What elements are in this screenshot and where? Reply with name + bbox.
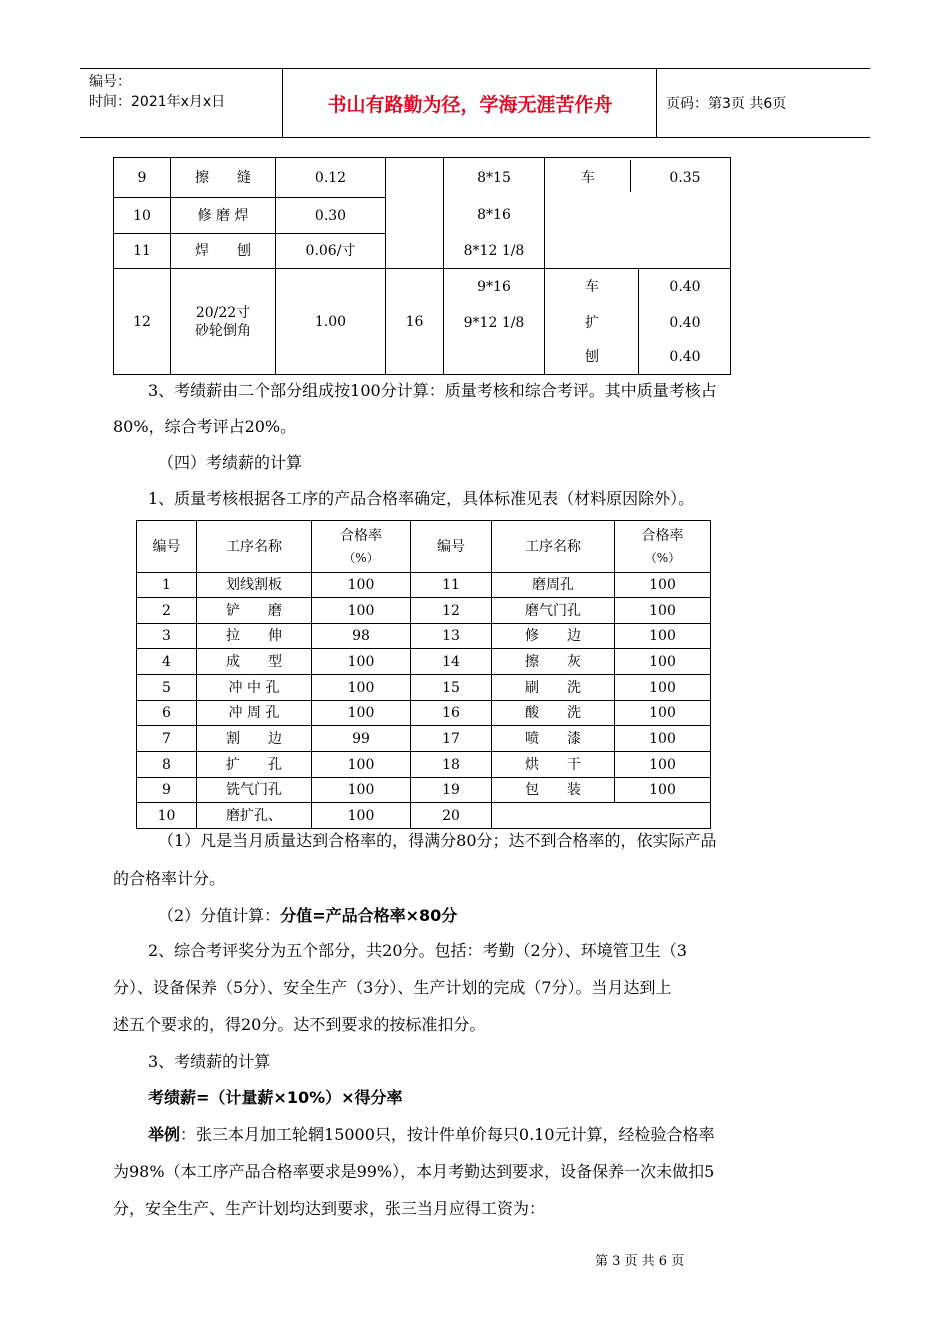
process-name: 磨扩孔、 bbox=[226, 807, 282, 824]
process-name: 扩 孔 bbox=[226, 756, 282, 773]
table-rule bbox=[638, 268, 639, 375]
paragraph: 3、考绩薪由二个部分组成按100分计算：质量考核和综合考评。其中质量考核占 bbox=[148, 381, 717, 400]
row-number: 12 bbox=[133, 313, 151, 330]
row-number: 1 bbox=[162, 577, 171, 593]
pass-rate: 100 bbox=[649, 705, 676, 721]
op-price: 0.35 bbox=[669, 170, 701, 186]
pass-rate: 100 bbox=[649, 653, 676, 670]
spec: 8*15 bbox=[477, 170, 511, 186]
example-text: ：张三本月加工轮辋15000只，按计件单价每只0.10元计算，经检验合格率 bbox=[180, 1125, 715, 1144]
process-name: 成 型 bbox=[226, 653, 282, 670]
pass-rate: 100 bbox=[347, 577, 375, 593]
process-name-line: 砂轮倒角 bbox=[195, 322, 251, 339]
process-name: 磨气门孔 bbox=[525, 602, 581, 619]
pass-rate: 100 bbox=[649, 628, 676, 644]
row-number: 13 bbox=[442, 628, 460, 644]
column-header bbox=[312, 521, 410, 572]
operation: 刨 bbox=[585, 349, 599, 365]
group-number: 16 bbox=[405, 313, 424, 330]
column-header-line: 合格率 bbox=[641, 527, 684, 544]
table-rule bbox=[630, 160, 631, 192]
unit-price: 0.06/寸 bbox=[305, 243, 356, 259]
table-rule bbox=[730, 157, 731, 375]
paragraph bbox=[148, 1124, 715, 1146]
pass-rate: 98 bbox=[352, 628, 370, 644]
row-number: 4 bbox=[162, 653, 171, 670]
process-name: 修 磨 焊 bbox=[197, 207, 249, 224]
bonus-formula: 考绩薪=（计量薪×10%）×得分率 bbox=[148, 1088, 403, 1107]
process-name: 冲 中 孔 bbox=[228, 679, 280, 696]
row-number: 11 bbox=[442, 577, 460, 593]
pass-rate: 100 bbox=[347, 807, 375, 824]
paragraph: 的合格率计分。 bbox=[113, 869, 226, 888]
paragraph: 分）、设备保养（5分）、安全生产（3分）、生产计划的完成（7分）。当月达到上 bbox=[113, 978, 672, 997]
row-number: 10 bbox=[133, 207, 151, 224]
paragraph: （1）凡是当月质量达到合格率的，得满分80分；达不到合格率的，依实际产品 bbox=[158, 831, 717, 850]
operation: 车 bbox=[585, 279, 599, 295]
process-name: 刷 洗 bbox=[525, 679, 581, 696]
row-number: 3 bbox=[162, 628, 171, 644]
process-name: 拉 伸 bbox=[226, 628, 282, 644]
paragraph: 为98%（本工序产品合格率要求是99%），本月考勤达到要求，设备保养一次未做扣5 bbox=[113, 1162, 715, 1181]
pass-rate: 100 bbox=[649, 602, 676, 619]
spec: 8*12 1/8 bbox=[463, 242, 525, 259]
pass-rate: 100 bbox=[649, 577, 676, 593]
row-number: 17 bbox=[442, 730, 460, 747]
paragraph: 2、综合考评奖分为五个部分，共20分。包括：考勤（2分）、环境管卫生（3 bbox=[148, 941, 687, 960]
process-name bbox=[171, 269, 275, 374]
row-number: 9 bbox=[137, 169, 147, 186]
column-header: 编号 bbox=[152, 538, 181, 555]
row-number: 15 bbox=[442, 679, 460, 696]
row-number: 2 bbox=[162, 602, 171, 619]
section-heading: （四）考绩薪的计算 bbox=[158, 453, 303, 472]
row-number: 20 bbox=[442, 807, 460, 824]
process-name: 包 装 bbox=[525, 782, 581, 798]
pass-rate: 100 bbox=[347, 782, 375, 798]
pass-rate: 100 bbox=[347, 756, 375, 773]
example-label: 举例 bbox=[148, 1125, 181, 1144]
operation: 扩 bbox=[585, 314, 599, 331]
spec: 9*12 1/8 bbox=[463, 314, 525, 331]
row-number: 11 bbox=[133, 243, 151, 259]
process-name: 修 边 bbox=[525, 628, 581, 644]
table-rule bbox=[710, 520, 711, 829]
doc-date-label: 时间：2021年x月x日 bbox=[89, 94, 226, 110]
column-header: 工序名称 bbox=[226, 538, 282, 555]
header-meta bbox=[89, 72, 225, 112]
process-name: 焊 刨 bbox=[195, 243, 251, 259]
process-name: 酸 洗 bbox=[525, 705, 581, 721]
spec: 8*16 bbox=[477, 207, 511, 223]
process-name: 割 边 bbox=[226, 730, 282, 747]
process-name: 擦 灰 bbox=[525, 653, 581, 670]
process-name: 冲 周 孔 bbox=[228, 705, 280, 721]
column-header-line: （%） bbox=[343, 550, 379, 565]
process-name: 擦 缝 bbox=[195, 169, 251, 186]
pass-rate: 100 bbox=[347, 653, 375, 670]
pass-rate: 100 bbox=[347, 679, 375, 696]
row-number: 19 bbox=[442, 782, 460, 798]
unit-price: 1.00 bbox=[314, 313, 347, 330]
process-name: 烘 干 bbox=[525, 756, 581, 773]
paragraph: 分，安全生产、生产计划均达到要求，张三当月应得工资为： bbox=[113, 1199, 546, 1218]
header-page-number: 页码：第3页 共6页 bbox=[666, 96, 787, 112]
op-price: 0.40 bbox=[669, 314, 701, 331]
row-number: 7 bbox=[162, 730, 171, 747]
column-header: 工序名称 bbox=[525, 538, 581, 555]
column-header-line: 合格率 bbox=[340, 527, 382, 544]
table-rule bbox=[544, 157, 545, 375]
unit-price: 0.12 bbox=[314, 169, 347, 186]
pass-rate: 100 bbox=[649, 679, 676, 696]
paragraph: 3、考绩薪的计算 bbox=[148, 1052, 271, 1071]
header-motto: 书山有路勤为径，学海无涯苦作舟 bbox=[327, 93, 613, 116]
pass-rate: 100 bbox=[649, 730, 676, 747]
row-number: 12 bbox=[442, 602, 460, 619]
formula-label: （2）分值计算： bbox=[158, 906, 281, 925]
process-name-line: 20/22寸 bbox=[195, 304, 251, 321]
process-name: 铲 磨 bbox=[226, 602, 282, 619]
row-number: 16 bbox=[442, 705, 460, 721]
row-number: 6 bbox=[162, 705, 171, 721]
column-header bbox=[615, 521, 710, 572]
row-number: 8 bbox=[162, 756, 171, 773]
paragraph: 80%，综合考评占20%。 bbox=[113, 417, 297, 436]
pass-rate: 100 bbox=[649, 782, 676, 798]
column-header: 编号 bbox=[437, 538, 465, 555]
row-number: 5 bbox=[162, 679, 171, 696]
op-price: 0.40 bbox=[669, 349, 701, 365]
page-footer: 第 3 页 共 6 页 bbox=[595, 1254, 685, 1269]
paragraph: 述五个要求的，得20分。达不到要求的按标准扣分。 bbox=[113, 1015, 486, 1034]
op-price: 0.40 bbox=[669, 279, 701, 295]
spec: 9*16 bbox=[477, 279, 511, 295]
header-divider bbox=[282, 69, 283, 137]
page-header bbox=[80, 68, 870, 138]
process-name: 铣气门孔 bbox=[226, 782, 282, 798]
score-formula: 分值=产品合格率×80分 bbox=[280, 906, 458, 925]
process-name: 磨周孔 bbox=[532, 577, 574, 593]
doc-code-label: 编号： bbox=[89, 74, 131, 90]
row-number: 9 bbox=[162, 782, 171, 798]
table-rule bbox=[136, 828, 711, 829]
column-header-line: （%） bbox=[644, 550, 681, 565]
pass-rate: 100 bbox=[649, 756, 676, 773]
pass-rate: 100 bbox=[347, 705, 375, 721]
pass-rate: 100 bbox=[347, 602, 375, 619]
pass-rate: 99 bbox=[352, 730, 370, 747]
row-number: 10 bbox=[157, 807, 176, 824]
header-divider bbox=[656, 69, 657, 137]
process-name: 喷 漆 bbox=[525, 730, 581, 747]
row-number: 18 bbox=[442, 756, 460, 773]
unit-price: 0.30 bbox=[314, 207, 347, 224]
operation: 车 bbox=[581, 170, 595, 186]
row-number: 14 bbox=[442, 653, 460, 670]
paragraph bbox=[158, 905, 457, 927]
paragraph: 1、质量考核根据各工序的产品合格率确定，具体标准见表（材料原因除外）。 bbox=[148, 489, 695, 508]
process-name: 划线割板 bbox=[226, 577, 282, 593]
